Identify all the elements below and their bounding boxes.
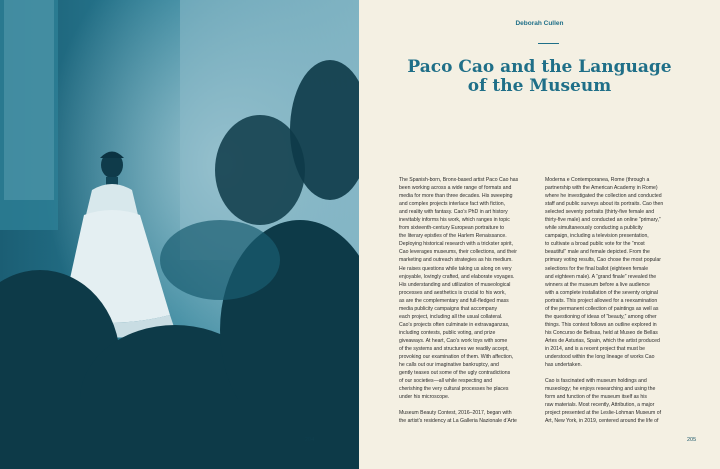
text-line: staff and public surveys about its portraits. Cao then: [545, 201, 664, 208]
text-line: marketing and outreach strategies as his medium.: [399, 257, 513, 264]
text-line: each project, including all the usual collateral.: [399, 313, 503, 320]
text-line: provoking our examination of them. With affection,: [399, 354, 514, 361]
text-line: selections for the final ballot (eighteen female: [545, 265, 649, 272]
text-line: the questioning of ideas of “beauty,” among other: [545, 313, 657, 320]
text-line: his Concurso de Bellsas, held at Museo de Bellas: [545, 329, 658, 336]
paragraph-4: [545, 377, 680, 425]
page-number-right: 205: [687, 437, 697, 443]
paragraph-2: [399, 409, 534, 425]
text-line: Cao is fascinated with museum holdings and: [545, 378, 647, 385]
text-line: the literary epistles of the Harlem Renaissance.: [399, 233, 507, 240]
text-line: campaign, including a television presentation,: [545, 233, 649, 240]
essay-title: [359, 58, 720, 96]
text-line: giveaways. At heart, Cao’s work toys with some: [399, 337, 508, 344]
text-line: Cao’s projects often culminate in extravaganzas,: [399, 321, 510, 328]
text-line: enjoyable, lovingly crafted, and elaborate voyages.: [399, 273, 515, 280]
text-column-right: [545, 176, 680, 425]
text-line: primary voting results, Cao chose the most popular: [545, 257, 662, 264]
text-line: in 2014, and is a recent project that must be: [545, 345, 646, 352]
text-line: cherishing the very cultural processes he places: [399, 386, 509, 393]
title-line-1: Paco Cao and the Language: [407, 57, 672, 77]
text-line: winners at the museum before a live audience: [545, 281, 650, 288]
text-line: and reality with fantasy. Cao’s PhD in art history: [399, 209, 508, 216]
text-line: museology; he enjoys researching and using the: [545, 386, 656, 393]
text-line: inevitably informs his work, which ranges in topic: [399, 217, 510, 224]
paragraph-1: [399, 176, 534, 401]
text-line: gently teases out some of the ugly contradictions: [399, 370, 511, 377]
text-line: selected seventy portraits (thirty-five female and: [545, 209, 655, 216]
text-line: form and function of the museum itself as his: [545, 394, 648, 401]
text-line: been working across a wide range of formats and: [399, 185, 512, 192]
text-line: Artes de Asturias, Spain, which the artist produced: [545, 337, 660, 344]
title-rule: [538, 43, 559, 44]
text-line: as are the complementary and full-fledged mass: [399, 297, 509, 304]
text-line: beautiful” male and female depicted. From the: [545, 249, 650, 256]
text-line: he calls out our imaginative bankruptcy, and: [399, 362, 499, 369]
text-line: raw materials. Most recently, Attribution, a major: [545, 402, 655, 409]
text-line: Deploying historical research with a trickster spirit,: [399, 241, 513, 248]
text-line: the artist’s residency at La Galleria Nazionale d’Arte: [399, 418, 517, 425]
title-line-2: of the Museum: [467, 76, 612, 96]
text-line: things. This contest follows an outline explored in: [545, 321, 657, 328]
text-line: including contests, public voting, and prize: [399, 329, 496, 336]
text-line: media publicity campaigns that accompany: [399, 305, 498, 312]
stage-photograph: [0, 0, 359, 469]
text-line: Museum Beauty Contest, 2016–2017, began with: [399, 410, 512, 417]
text-line: of the permanent collection of paintings as well as: [545, 305, 659, 312]
author-name: Deborah Cullen: [515, 20, 564, 27]
text-line: portraits. This project allowed for a reexamination: [545, 297, 658, 304]
text-line: under his microscope.: [399, 394, 450, 401]
text-line: with a complete installation of the seventy original: [545, 289, 658, 296]
text-line: Art, New York, in 2019, centered around the life of: [545, 418, 659, 425]
right-page-text: [359, 0, 720, 469]
text-line: understood within the long lineage of works Cao: [545, 354, 655, 361]
paragraph-3: [545, 176, 680, 369]
text-line: processes and aesthetics is crucial to his work,: [399, 289, 506, 296]
text-line: has undertaken.: [545, 362, 582, 369]
text-line: partnership with the American Academy in Rome): [545, 185, 658, 192]
left-page-photo: [0, 0, 359, 469]
text-line: Moderna e Contemporanea, Rome (through a: [545, 177, 650, 183]
text-line: His understanding and utilization of museological: [399, 281, 511, 288]
text-line: where he investigated the collection and conducted: [545, 193, 662, 200]
text-column-left: [399, 176, 534, 425]
text-line: and complex projects interlace fact with fiction,: [399, 201, 506, 208]
text-line: thirty-five male) and conducted an online “primary,”: [545, 217, 661, 224]
text-line: from sixteenth-century European portraiture to: [399, 225, 505, 232]
text-line: to cultivate a broad public vote for the “most: [545, 241, 645, 248]
text-line: of the systems and structures we readily accept,: [399, 345, 509, 352]
text-line: of our societies—all while respecting and: [399, 378, 493, 385]
text-line: He raises questions while taking us along on very: [399, 265, 512, 272]
text-line: The Spanish-born, Bronx-based artist Paco Cao has: [399, 177, 519, 183]
text-line: media for more than three decades. His sweeping: [399, 193, 513, 200]
text-line: project presented at the Leslie-Lohman Museum of: [545, 410, 662, 417]
text-line: while simultaneously conducting a publicity: [545, 225, 643, 232]
text-line: and eighteen male). A “grand finale” revealed the: [545, 273, 657, 280]
text-line: Cao leverages museums, their collections, and their: [399, 249, 518, 256]
page-number-left: 204: [305, 437, 315, 443]
